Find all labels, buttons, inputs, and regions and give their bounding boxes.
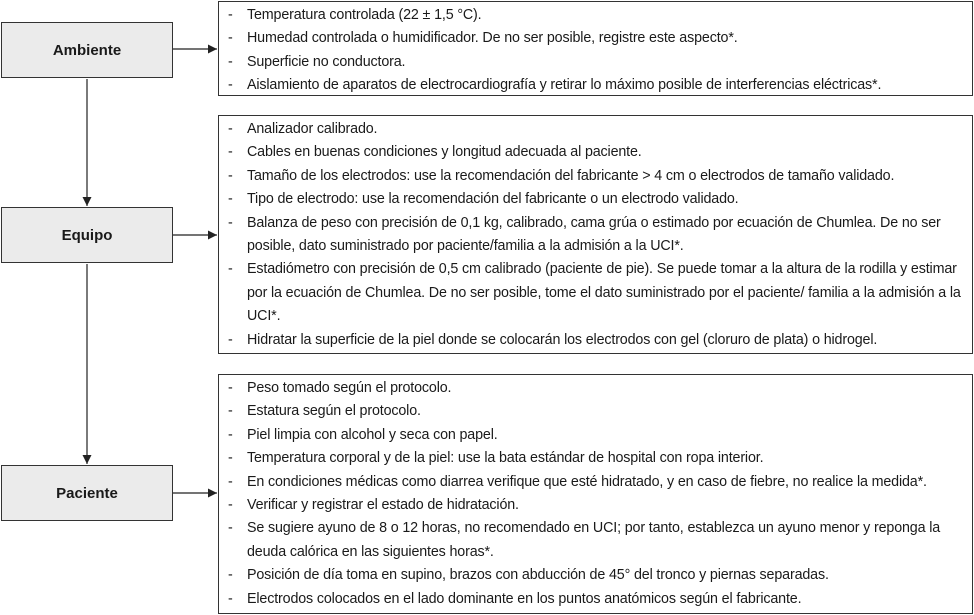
node-paciente — [1, 465, 173, 521]
list-item: - Estatura según el protocolo. — [223, 400, 968, 423]
panel-paciente — [218, 374, 973, 614]
list-item: - Analizador calibrado. — [223, 118, 968, 141]
list-item: - En condiciones médicas como diarrea verifique que esté hidratado, y en caso de fiebre, no realice la medida*. — [223, 471, 968, 494]
list-item: - Electrodos colocados en el lado dominante en los puntos anatómicos según el fabricante. — [223, 588, 968, 611]
list-item: - Aislamiento de aparatos de electrocardiografía y retirar lo máximo posible de interferencias eléctricas*. — [223, 74, 968, 97]
equipo-list — [223, 118, 968, 352]
list-item: - Peso tomado según el protocolo. — [223, 377, 968, 400]
panel-ambiente — [218, 1, 973, 96]
list-item: - Temperatura corporal y de la piel: use la bata estándar de hospital con ropa interior. — [223, 447, 968, 470]
panel-equipo — [218, 115, 973, 354]
list-item: - Temperatura controlada (22 ± 1,5 °C). — [223, 4, 968, 27]
list-item: - Estadiómetro con precisión de 0,5 cm calibrado (paciente de pie). Se puede tomar a la altura de la rodilla y estimar por la ecuación de Chumlea. De no ser posible, tome el dato suministrado por el paciente/ familia a la admisión a la UCI*. — [223, 258, 968, 328]
list-item: - Superficie no conductora. — [223, 51, 968, 74]
list-item: - Cables en buenas condiciones y longitud adecuada al paciente. — [223, 141, 968, 164]
node-equipo-label: Equipo — [61, 226, 113, 244]
node-ambiente — [1, 22, 173, 78]
node-ambiente-label: Ambiente — [52, 41, 122, 59]
list-item: - Tamaño de los electrodos: use la recomendación del fabricante > 4 cm o electrodos de tamaño validado. — [223, 165, 968, 188]
list-item: - Hidratar la superficie de la piel donde se colocarán los electrodos con gel (cloruro de plata) o hidrogel. — [223, 329, 968, 352]
paciente-list — [223, 377, 968, 611]
ambiente-list — [223, 4, 968, 98]
node-paciente-label: Paciente — [56, 484, 118, 502]
node-equipo — [1, 207, 173, 263]
list-item: - Tipo de electrodo: use la recomendación del fabricante o un electrodo validado. — [223, 188, 968, 211]
list-item: - Verificar y registrar el estado de hidratación. — [223, 494, 968, 517]
list-item: - Humedad controlada o humidificador. De no ser posible, registre este aspecto*. — [223, 27, 968, 50]
list-item: - Posición de día toma en supino, brazos con abducción de 45° del tronco y piernas separadas. — [223, 564, 968, 587]
list-item: - Piel limpia con alcohol y seca con papel. — [223, 424, 968, 447]
list-item: - Balanza de peso con precisión de 0,1 kg, calibrado, cama grúa o estimado por ecuación de Chumlea. De no ser posible, dato suministrado por paciente/familia a la admisión a la UCI*. — [223, 212, 968, 259]
list-item: - Se sugiere ayuno de 8 o 12 horas, no recomendado en UCI; por tanto, establezca un ayuno menor y reponga la deuda calórica en las siguientes horas*. — [223, 517, 968, 564]
